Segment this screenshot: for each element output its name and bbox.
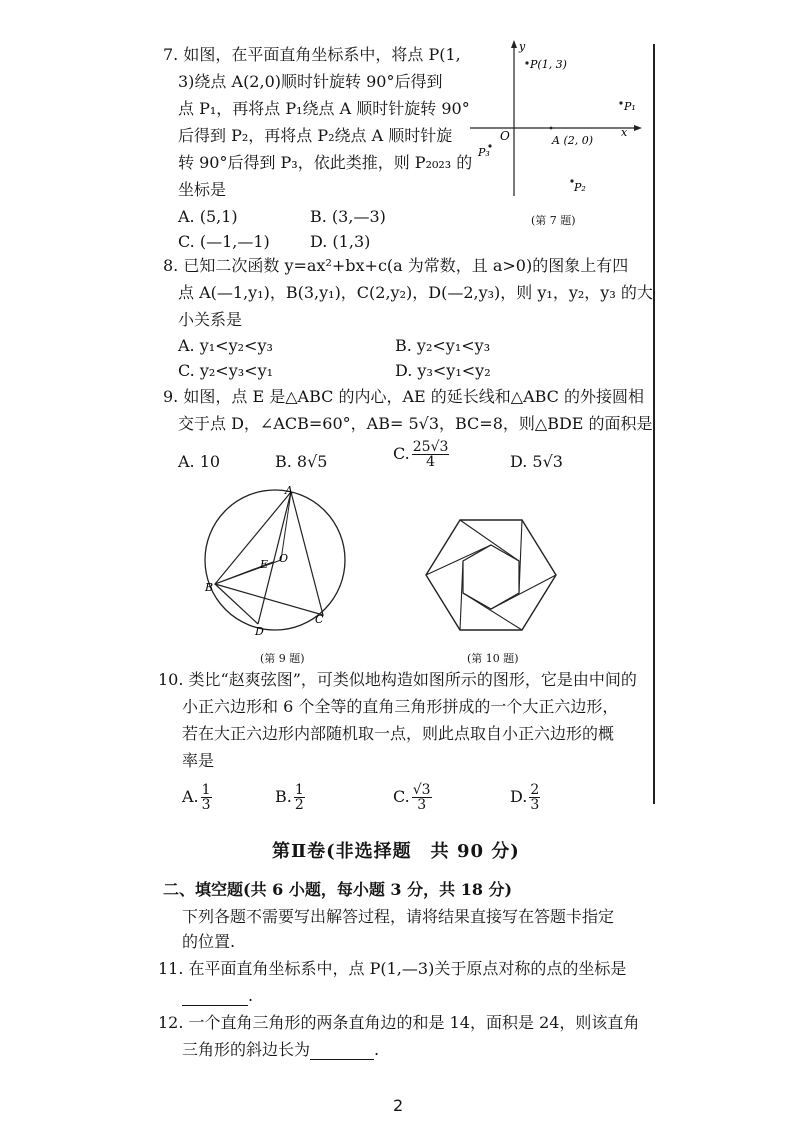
q12-tail: . — [374, 1040, 380, 1059]
q10-line: 若在大正六边形内部随机取一点，则此点取自小正六边形的概 — [182, 724, 615, 743]
instruction-line: 下列各题不需要写出解答过程，请将结果直接写在答题卡指定 — [182, 907, 615, 926]
q11-line: 11. 在平面直角坐标系中，点 P(1,—3)关于原点对称的点的坐标是 — [158, 959, 627, 978]
q8-line: 8. 已知二次函数 y=ax²+bx+c(a 为常数，且 a>0)的图象上有四 — [163, 256, 629, 275]
q10-line: 10. 类比“赵爽弦图”，可类似地构造如图所示的图形，它是由中间的 — [158, 670, 637, 689]
q7-y-arrow — [511, 40, 517, 48]
q8-option-d: D. y₃<y₁<y₂ — [395, 361, 491, 380]
fill-in-section-heading: 二、填空题(共 6 小题，每小题 3 分，共 18 分) — [163, 880, 513, 899]
margin-rule — [653, 44, 655, 804]
q9-triangle-abc — [215, 492, 323, 615]
q10-line: 率是 — [182, 751, 215, 770]
q10-option-d-numerator: 2 — [530, 782, 540, 798]
q7-line: 后得到 P₂，再将点 P₂绕点 A 顺时针旋 — [178, 126, 453, 145]
q7-y-label: y — [519, 40, 526, 53]
q7-line: 3)绕点 A(2,0)顺时针旋转 90°后得到 — [178, 72, 443, 91]
q9-option-c — [393, 440, 449, 469]
instruction-line: 的位置. — [182, 932, 236, 951]
q7-x-label: x — [621, 126, 628, 139]
q7-option-d: D. (1,3) — [310, 232, 371, 251]
q10-option-b-prefix: B. — [275, 787, 292, 806]
q10-option-d-fraction — [529, 783, 540, 812]
q12-line — [182, 1040, 379, 1060]
q9-line: 交于点 D，∠ACB=60°，AB= 5√3，BC=8，则△BDE 的面积是 — [178, 414, 653, 433]
q10-triangle-edge — [519, 520, 522, 593]
q9-label-d: D — [255, 625, 264, 638]
q7-option-c: C. (—1,—1) — [178, 232, 270, 251]
q7-point-p-label: P(1, 3) — [530, 58, 567, 71]
q10-option-a — [182, 783, 212, 812]
q10-option-a-numerator: 1 — [201, 782, 211, 798]
q10-large-hexagon — [426, 520, 556, 630]
q7-line: 坐标是 — [178, 180, 227, 199]
q7-line: 7. 如图，在平面直角坐标系中，将点 P(1, — [163, 45, 461, 64]
q9-label-e: E — [260, 558, 269, 571]
q9-figure-caption: (第 9 题) — [260, 652, 305, 665]
page-number: 2 — [393, 1096, 404, 1115]
q9-label-b: B — [205, 581, 214, 594]
q8-option-a: A. y₁<y₂<y₃ — [178, 336, 273, 355]
q9-option-c-fraction — [412, 440, 450, 469]
q11-answer-blank[interactable] — [182, 989, 248, 1006]
q9-circle-figure — [195, 480, 355, 640]
q10-triangle-edge — [463, 593, 522, 630]
q10-option-b-numerator: 1 — [294, 782, 304, 798]
q10-option-c — [393, 783, 432, 812]
q7-point-p3-label: P₃ — [478, 146, 490, 159]
q10-option-a-denominator: 3 — [201, 797, 211, 813]
q12-line2-prefix: 三角形的斜边长为 — [182, 1040, 311, 1059]
q9-option-c-numerator: 25√3 — [412, 439, 449, 455]
q10-option-b-denominator: 2 — [294, 797, 304, 813]
q9-label-o: O — [279, 552, 289, 565]
q10-figure-caption: (第 10 题) — [467, 652, 519, 665]
q7-point-a — [550, 127, 553, 130]
q7-line: 转 90°后得到 P₃，依此类推，则 P₂₀₂₃ 的 — [178, 153, 473, 172]
q7-figure-caption: (第 7 题) — [531, 214, 576, 227]
q10-hexagon-figure — [420, 510, 570, 640]
q7-x-arrow — [634, 125, 642, 131]
q9-line: 9. 如图，点 E 是△ABC 的内心，AE 的延长线和△ABC 的外接圆相 — [163, 387, 645, 406]
q7-coordinate-figure — [466, 38, 646, 198]
q7-point-p1 — [619, 101, 622, 104]
q7-option-a: A. (5,1) — [178, 207, 238, 226]
q10-option-c-numerator: √3 — [412, 782, 431, 798]
q11-answer-line — [182, 986, 253, 1006]
part-2-title: 第Ⅱ卷(非选择题 共 90 分) — [272, 841, 520, 862]
q7-point-a-label: A (2, 0) — [552, 134, 594, 147]
q10-option-b — [275, 783, 305, 812]
q7-origin-label: O — [500, 129, 510, 143]
q10-option-d-prefix: D. — [510, 787, 528, 806]
q8-option-c: C. y₂<y₃<y₁ — [178, 361, 274, 380]
q11-tail: . — [248, 986, 254, 1005]
q12-line: 12. 一个直角三角形的两条直角边的和是 14，面积是 24，则该直角 — [158, 1013, 640, 1032]
q10-option-c-denominator: 3 — [417, 797, 427, 813]
q9-option-d: D. 5√3 — [510, 452, 563, 471]
q10-option-d — [510, 783, 540, 812]
q9-option-c-prefix: C. — [393, 444, 410, 463]
q8-option-b: B. y₂<y₁<y₃ — [395, 336, 491, 355]
q10-option-b-fraction — [294, 783, 305, 812]
q7-point-p2-label: P₂ — [574, 181, 586, 194]
q7-point-p1-label: P₁ — [624, 100, 636, 113]
q8-line: 小关系是 — [178, 310, 243, 329]
q9-option-a: A. 10 — [178, 452, 221, 471]
q9-option-c-denominator: 4 — [426, 454, 436, 470]
q10-option-c-prefix: C. — [393, 787, 410, 806]
q10-option-a-prefix: A. — [182, 787, 199, 806]
q9-option-b: B. 8√5 — [275, 452, 328, 471]
q9-label-c: C — [315, 613, 324, 626]
q12-answer-blank[interactable] — [310, 1043, 374, 1060]
q8-line: 点 A(—1,y₁)，B(3,y₁)，C(2,y₂)，D(—2,y₃)，则 y₁，y₂，y₃ 的大 — [178, 283, 653, 302]
q7-option-b: B. (3,—3) — [310, 207, 386, 226]
q10-line: 小正六边形和 6 个全等的直角三角形拼成的一个大正六边形， — [182, 697, 619, 716]
q7-point-p — [525, 61, 528, 64]
q10-triangle-edge — [460, 561, 463, 630]
q10-option-d-denominator: 3 — [530, 797, 540, 813]
q10-option-c-fraction — [412, 783, 432, 812]
q7-line: 点 P₁，再将点 P₁绕点 A 顺时针旋转 90° — [178, 99, 470, 118]
q10-option-a-fraction — [201, 783, 212, 812]
q9-label-a: A — [285, 484, 293, 497]
